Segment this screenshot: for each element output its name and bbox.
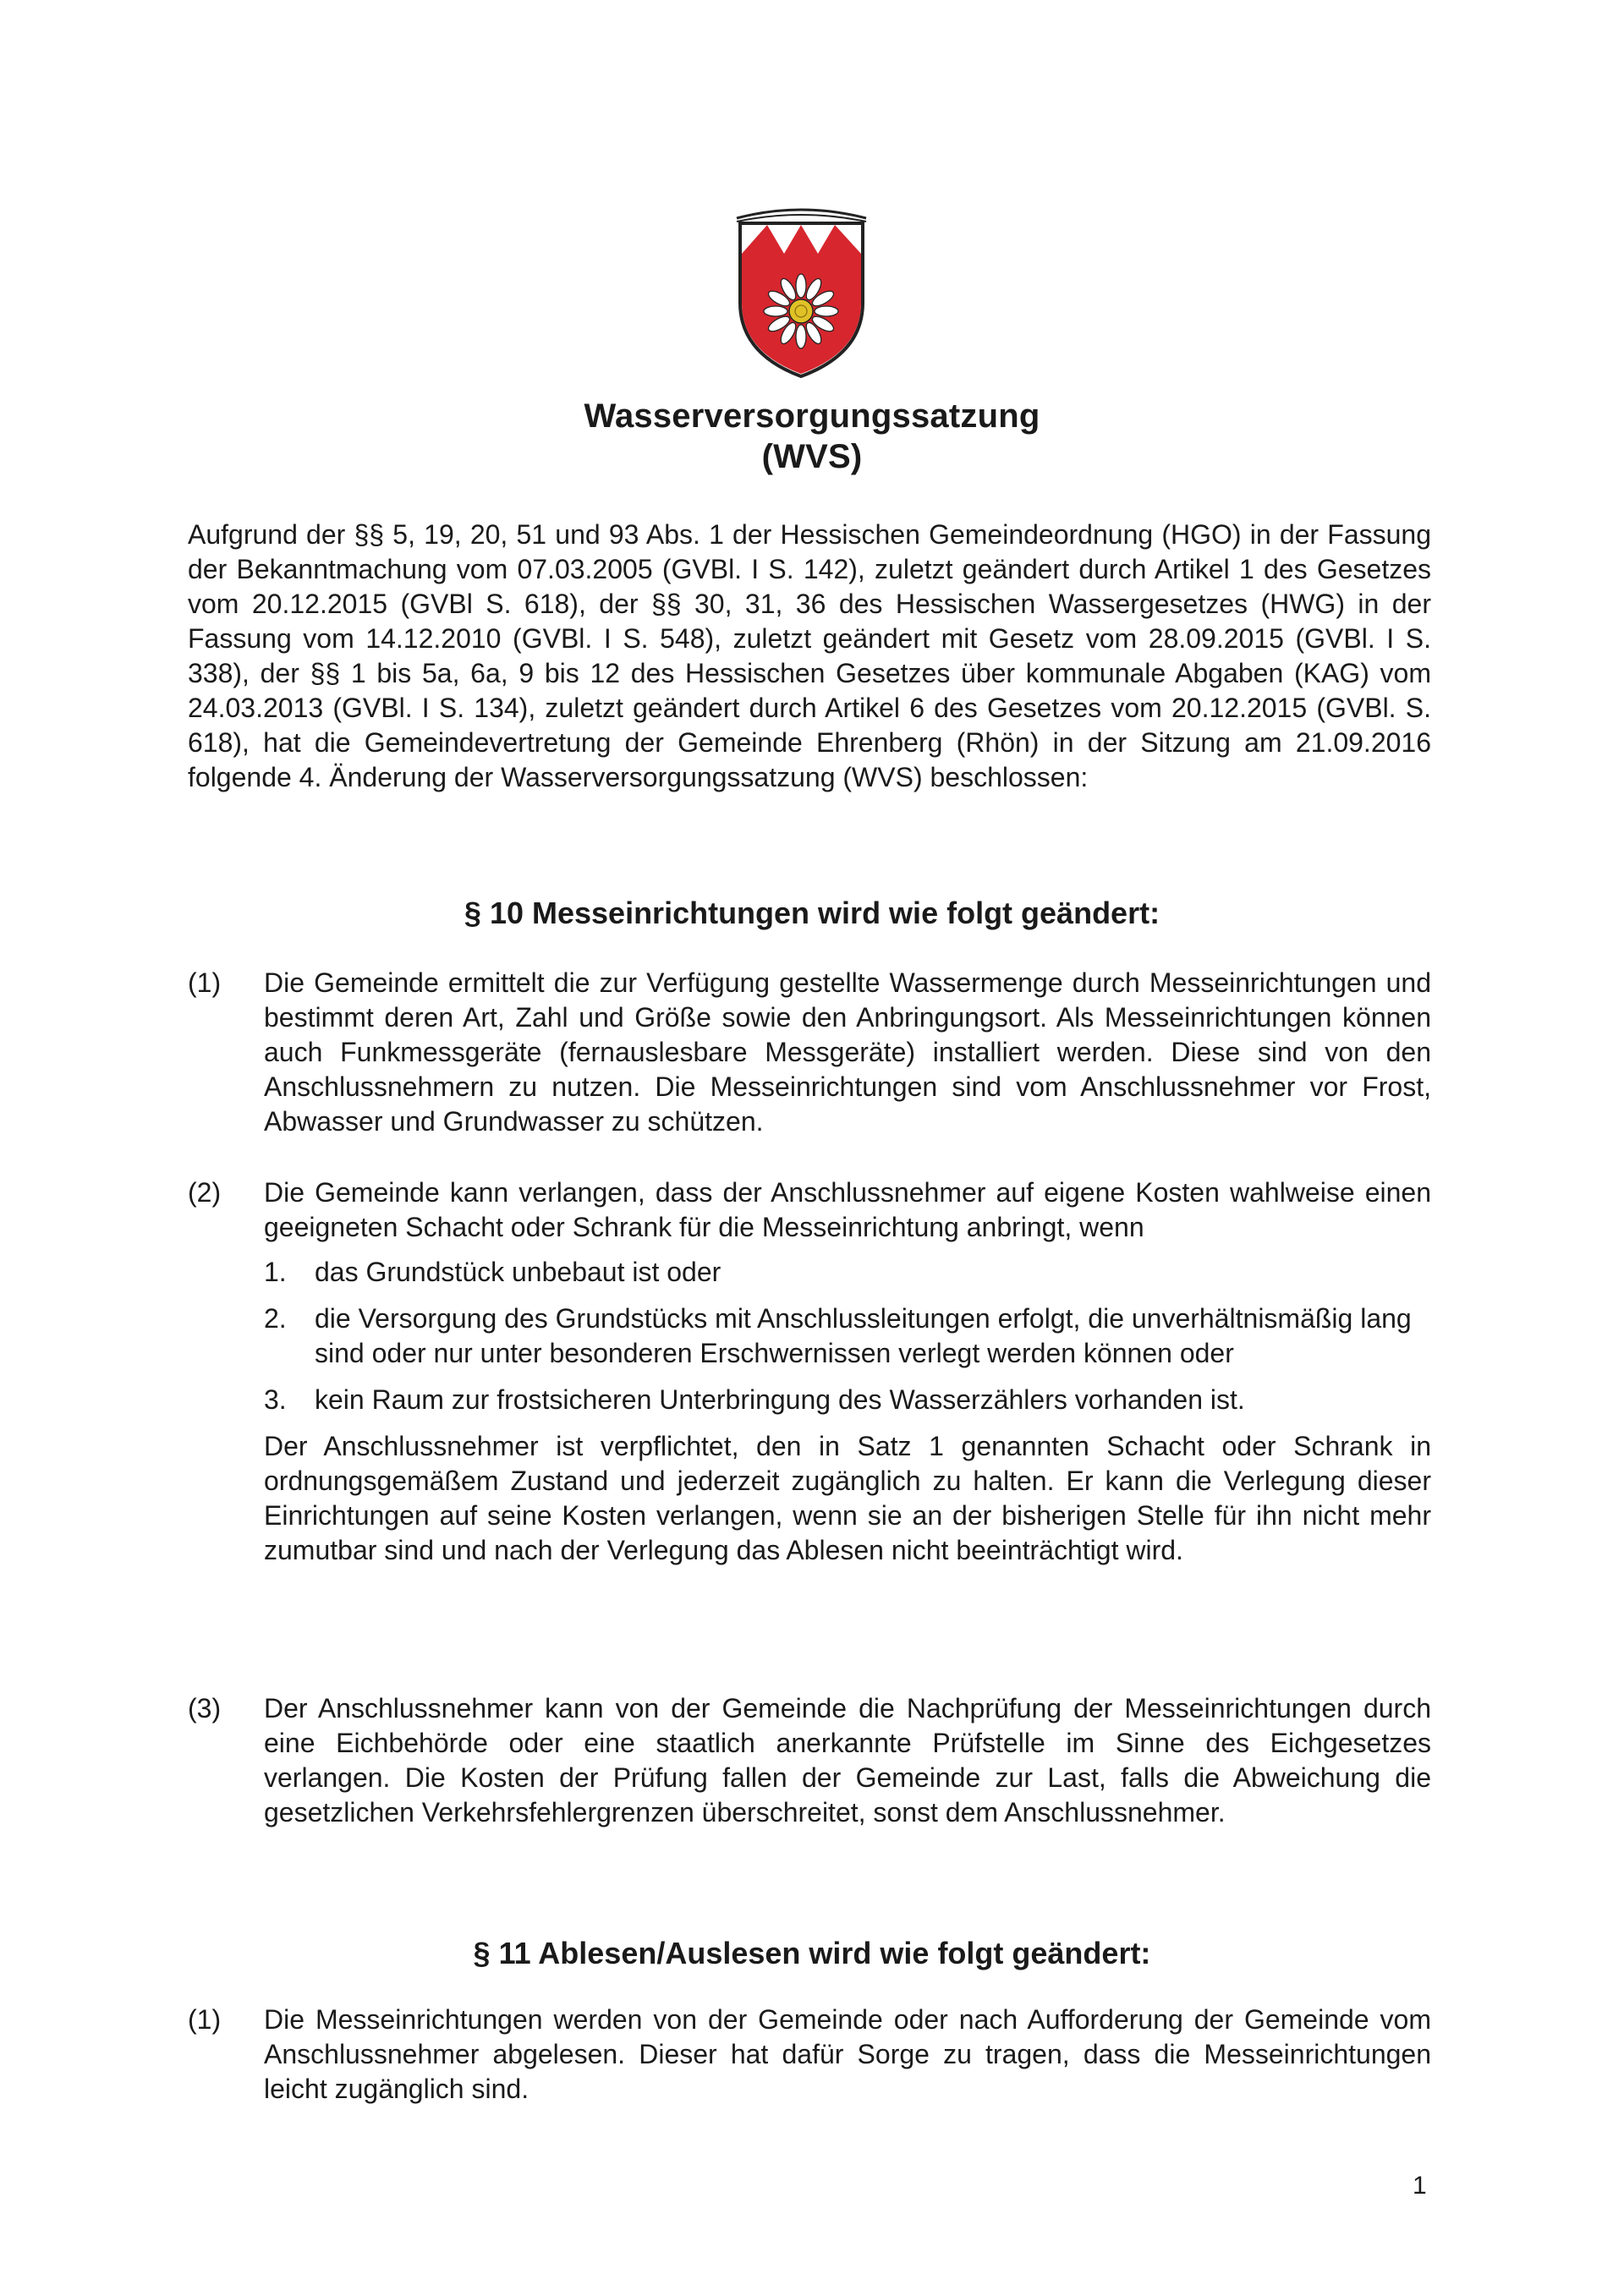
preamble-paragraph: Aufgrund der §§ 5, 19, 20, 51 und 93 Abs. 1 der Hessischen Gemeindeordnung (HGO) in der Fassung der Bekanntmachung vom 07.03.2005 (GVBl. I S. 142), zuletzt geändert durch Artikel 1 des Gesetzes vom 20.12.2015 (GVBl S. 618), der §§ 30, 31, 36 des Hessischen Wassergesetzes (HWG) in der Fassung vom 14.12.2010 (GVBl. I S. 548), zuletzt geändert mit Gesetz vom 28.09.2015 (GVBl. I S. 338), der §§ 1 bis 5a, 6a, 9 bis 12 des Hessischen Gesetzes über kommunale Abgaben (KAG) vom 24.03.2013 (GVBl. I S. 134), zuletzt geändert durch Artikel 6 des Gesetzes vom 20.12.2015 (GVBl. S. 618), hat die Gemeindevertretung der Gemeinde Ehrenberg (Rhön) in der Sitzung am 21.09.2016 folgende 4. Änderung der Wasserversorgungssatzung (WVS) beschlossen:: [188, 519, 1431, 792]
document-subtitle: (WVS): [761, 438, 863, 475]
section-10-paragraph-2: [188, 1175, 1431, 1568]
document-title: Wasserversorgungssatzung: [584, 397, 1040, 435]
list-item: [264, 1301, 1431, 1371]
paragraph-text: Die Gemeinde kann verlangen, dass der Anschlussnehmer auf eigene Kosten wahlweise einen geeigneten Schacht oder Schrank für die Messeinrichtung anbringt, wenn: [264, 1177, 1431, 1242]
list-item: [264, 1383, 1431, 1417]
page-number: 1: [1413, 2172, 1427, 2200]
section-11-paragraph-1: [188, 2003, 1431, 2107]
paragraph-text: Die Messeinrichtungen werden von der Gemeinde oder nach Aufforderung der Gemeinde vom Anschlussnehmer abgelesen. Dieser hat dafür Sorge zu tragen, dass die Messeinrichtungen leicht zugänglich sind.: [264, 2004, 1431, 2104]
paragraph-continuation: Der Anschlussnehmer ist verpflichtet, den in Satz 1 genannten Schacht oder Schrank in ordnungsgemäßem Zustand und jederzeit zugänglich zu halten. Er kann die Verlegung dieser Einrichtungen auf seine Kosten verlangen, wenn sie an der bisherigen Stelle für ihn nicht mehr zumutbar sind und nach der Verlegung das Ablesen nicht beeinträchtigt wird.: [264, 1431, 1431, 1565]
section-10-paragraph-1: [188, 966, 1431, 1139]
list-item-text: das Grundstück unbebaut ist oder: [315, 1257, 721, 1287]
list-item-number: 3.: [264, 1384, 287, 1415]
paragraph-text: Der Anschlussnehmer kann von der Gemeinde die Nachprüfung der Messeinrichtungen durch eine Eichbehörde oder eine staatlich anerkannte Prüfstelle im Sinne des Eichgesetzes verlangen. Die Kosten der Prüfung fallen der Gemeinde zur Last, falls die Abweichung die gesetzlichen Verkehrsfehlergrenzen überschreitet, sonst dem Anschlussnehmer.: [264, 1693, 1431, 1827]
paragraph-text: Die Gemeinde ermittelt die zur Verfügung gestellte Wassermenge durch Messeinrichtungen und bestimmt deren Art, Zahl und Größe sowie den Anbringungsort. Als Messeinrichtungen können auch Funkmessgeräte (fernauslesbare Messgeräte) installiert werden. Diese sind von den Anschlussnehmern zu nutzen. Die Messeinrichtungen sind vom Anschlussnehmer vor Frost, Abwasser und Grundwasser zu schützen.: [264, 967, 1431, 1137]
paragraph-number: (1): [188, 967, 222, 998]
list-item: [264, 1255, 1431, 1290]
paragraph-number: (1): [188, 2004, 222, 2035]
paragraph-number: (3): [188, 1693, 222, 1723]
list-item-number: 1.: [264, 1257, 287, 1287]
coat-of-arms-icon: [732, 203, 871, 381]
list-item-text: die Versorgung des Grundstücks mit Anschlussleitungen erfolgt, die unverhältnismäßig lang sind oder nur unter besonderen Erschwernissen verlegt werden können oder: [315, 1303, 1412, 1368]
section-10-paragraph-3: [188, 1691, 1431, 1830]
conditions-list: [264, 1255, 1431, 1417]
section-10-heading: § 10 Messeinrichtungen wird wie folgt geändert:: [464, 896, 1160, 930]
paragraph-number: (2): [188, 1177, 222, 1208]
list-item-number: 2.: [264, 1303, 287, 1334]
list-item-text: kein Raum zur frostsicheren Unterbringung des Wasserzählers vorhanden ist.: [315, 1384, 1245, 1415]
section-11-heading: § 11 Ablesen/Auslesen wird wie folgt geändert:: [473, 1936, 1151, 1970]
